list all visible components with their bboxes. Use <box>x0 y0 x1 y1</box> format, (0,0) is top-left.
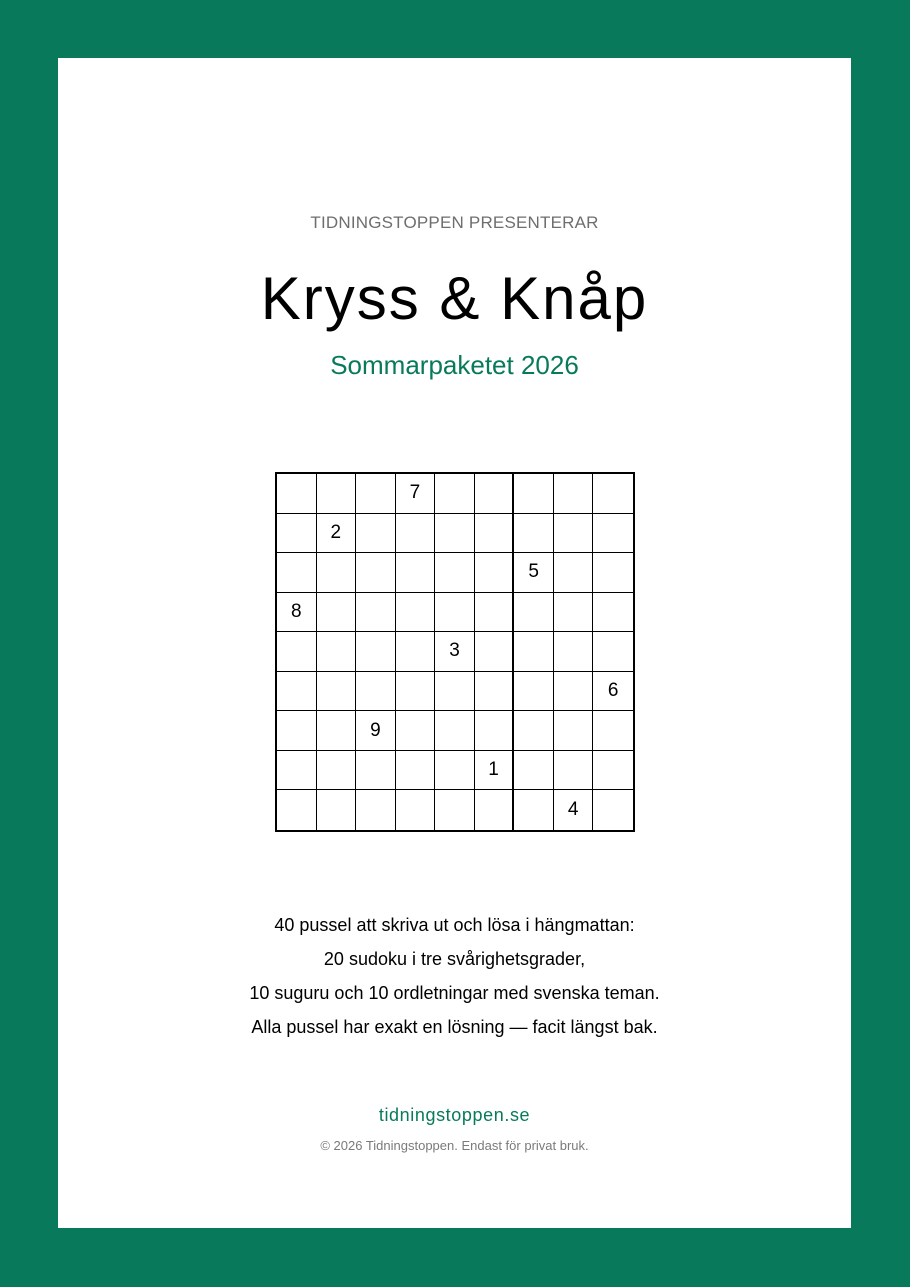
sudoku-cell <box>475 593 515 633</box>
sudoku-cell <box>356 514 396 554</box>
sudoku-cell: 8 <box>277 593 317 633</box>
sudoku-cell <box>475 514 515 554</box>
sudoku-cell <box>475 553 515 593</box>
sudoku-cell <box>356 672 396 712</box>
sudoku-cell: 6 <box>593 672 633 712</box>
sudoku-cell <box>514 790 554 830</box>
sudoku-cell <box>554 593 594 633</box>
kicker-text: TIDNINGSTOPPEN PRESENTERAR <box>310 213 599 232</box>
description-line: 40 pussel att skriva ut och lösa i hängmattan: <box>274 915 635 935</box>
description <box>58 908 851 1044</box>
sudoku-cell <box>277 790 317 830</box>
sudoku-cell <box>514 632 554 672</box>
poster-page <box>58 58 851 1228</box>
sudoku-cell <box>475 672 515 712</box>
sudoku-cell <box>356 553 396 593</box>
sudoku-grid <box>275 472 635 832</box>
sudoku-cell <box>475 790 515 830</box>
sudoku-cell <box>475 632 515 672</box>
sudoku-cell <box>554 672 594 712</box>
sudoku-cell <box>554 474 594 514</box>
sudoku-cell <box>277 553 317 593</box>
sudoku-cell <box>593 553 633 593</box>
sudoku-cell <box>593 751 633 791</box>
sudoku-cell <box>514 593 554 633</box>
sudoku-cell <box>396 593 436 633</box>
sudoku-cell <box>514 514 554 554</box>
sudoku-cell <box>554 711 594 751</box>
sudoku-cell <box>514 474 554 514</box>
sudoku-cell <box>317 672 357 712</box>
description-line: Alla pussel har exakt en lösning — facit längst bak. <box>251 1017 658 1037</box>
sudoku-cell: 7 <box>396 474 436 514</box>
sudoku-cell <box>317 632 357 672</box>
sudoku-cell <box>435 553 475 593</box>
sudoku-cell <box>593 790 633 830</box>
sudoku-cell <box>277 672 317 712</box>
sudoku-cell <box>593 711 633 751</box>
sudoku-cell <box>356 790 396 830</box>
sudoku-cell <box>356 751 396 791</box>
sudoku-cell: 3 <box>435 632 475 672</box>
sudoku-cell: 5 <box>514 553 554 593</box>
sudoku-cell: 9 <box>356 711 396 751</box>
page-subtitle: Sommarpaketet 2026 <box>330 350 579 380</box>
sudoku-cell <box>356 593 396 633</box>
sudoku-cell <box>514 711 554 751</box>
sudoku-cell <box>435 593 475 633</box>
sudoku-cell <box>277 632 317 672</box>
sudoku-cell <box>396 790 436 830</box>
sudoku-cell <box>435 672 475 712</box>
sudoku-cell: 2 <box>317 514 357 554</box>
sudoku-cell <box>514 672 554 712</box>
sudoku-cell <box>514 751 554 791</box>
sudoku-cell <box>475 711 515 751</box>
sudoku-cell <box>317 751 357 791</box>
description-line: 20 sudoku i tre svårighetsgrader, <box>323 949 586 969</box>
sudoku-cell <box>277 711 317 751</box>
sudoku-cell <box>554 514 594 554</box>
sudoku-cell <box>593 514 633 554</box>
sudoku-cell <box>396 751 436 791</box>
sudoku-cell: 1 <box>475 751 515 791</box>
description-line: 10 suguru och 10 ordletningar med svenska teman. <box>249 983 660 1003</box>
sudoku-cell <box>277 474 317 514</box>
sudoku-cell <box>593 593 633 633</box>
sudoku-cell <box>593 474 633 514</box>
copyright-text: © 2026 Tidningstoppen. Endast för privat bruk. <box>320 1138 589 1153</box>
sudoku-cell <box>435 514 475 554</box>
page-title: Kryss & Knåp <box>260 265 649 332</box>
sudoku-cell <box>435 474 475 514</box>
sudoku-cell <box>396 514 436 554</box>
sudoku-cell <box>396 711 436 751</box>
sudoku-cell: 4 <box>554 790 594 830</box>
sudoku-cell <box>475 474 515 514</box>
sudoku-cell <box>277 751 317 791</box>
sudoku-cell <box>317 474 357 514</box>
website-link[interactable]: tidningstoppen.se <box>378 1105 531 1125</box>
sudoku-cell <box>435 751 475 791</box>
sudoku-cell <box>356 632 396 672</box>
sudoku-cell <box>396 553 436 593</box>
sudoku-cell <box>554 751 594 791</box>
sudoku-cell <box>554 632 594 672</box>
sudoku-cell <box>593 632 633 672</box>
sudoku-cell <box>317 711 357 751</box>
sudoku-cell <box>396 632 436 672</box>
sudoku-cell <box>317 790 357 830</box>
sudoku-cell <box>317 593 357 633</box>
sudoku-cell <box>277 514 317 554</box>
sudoku-cell <box>317 553 357 593</box>
sudoku-cell <box>435 790 475 830</box>
sudoku-cell <box>554 553 594 593</box>
sudoku-cell <box>356 474 396 514</box>
sudoku-cell <box>396 672 436 712</box>
sudoku-cell <box>435 711 475 751</box>
